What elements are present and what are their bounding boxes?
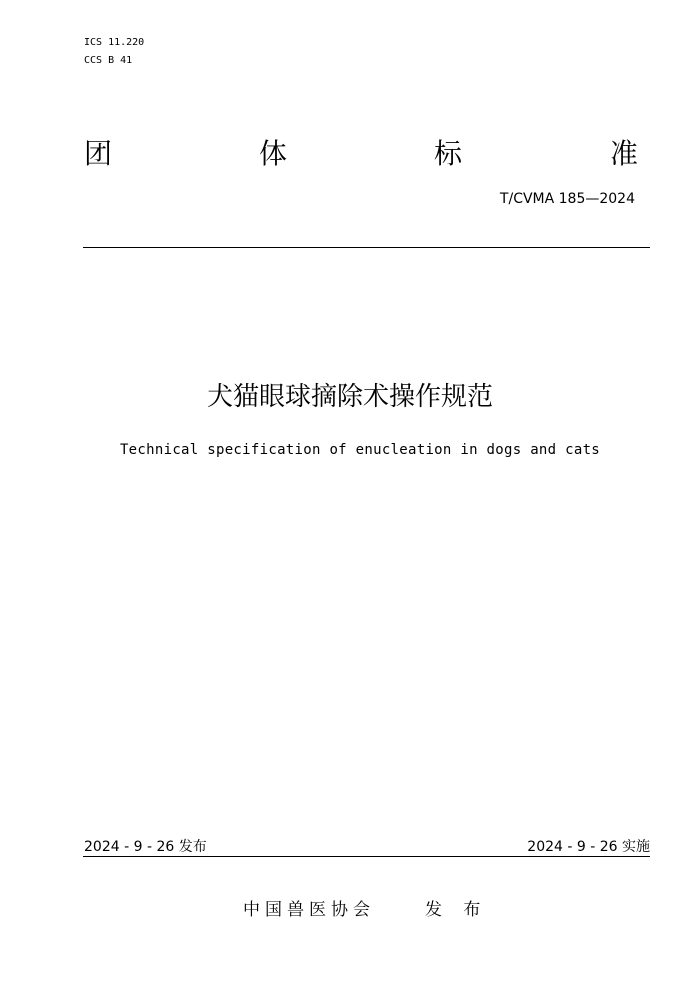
standard-type-char-4: 准 xyxy=(610,137,639,170)
standard-number: T/CVMA 185—2024 xyxy=(499,191,635,207)
standard-type-char-1: 团 xyxy=(84,137,113,170)
standard-type-char-3: 标 xyxy=(434,137,463,170)
ics-code: ICS 11.220 xyxy=(84,37,145,48)
bottom-divider xyxy=(83,856,650,857)
issuer-name: 中国兽医协会 xyxy=(243,900,375,920)
implement-date: 2024 - 9 - 26 实施 xyxy=(527,839,650,855)
standard-type-char-2: 体 xyxy=(259,137,288,170)
document-title-english: Technical specification of enucleation in dogs and cats xyxy=(119,442,601,458)
document-title-chinese: 犬猫眼球摘除术操作规范 xyxy=(206,382,493,412)
issuer-action: 发 布 xyxy=(425,900,489,920)
ccs-code: CCS B 41 xyxy=(84,55,133,66)
top-divider xyxy=(83,247,650,248)
publish-date: 2024 - 9 - 26 发布 xyxy=(84,839,207,855)
